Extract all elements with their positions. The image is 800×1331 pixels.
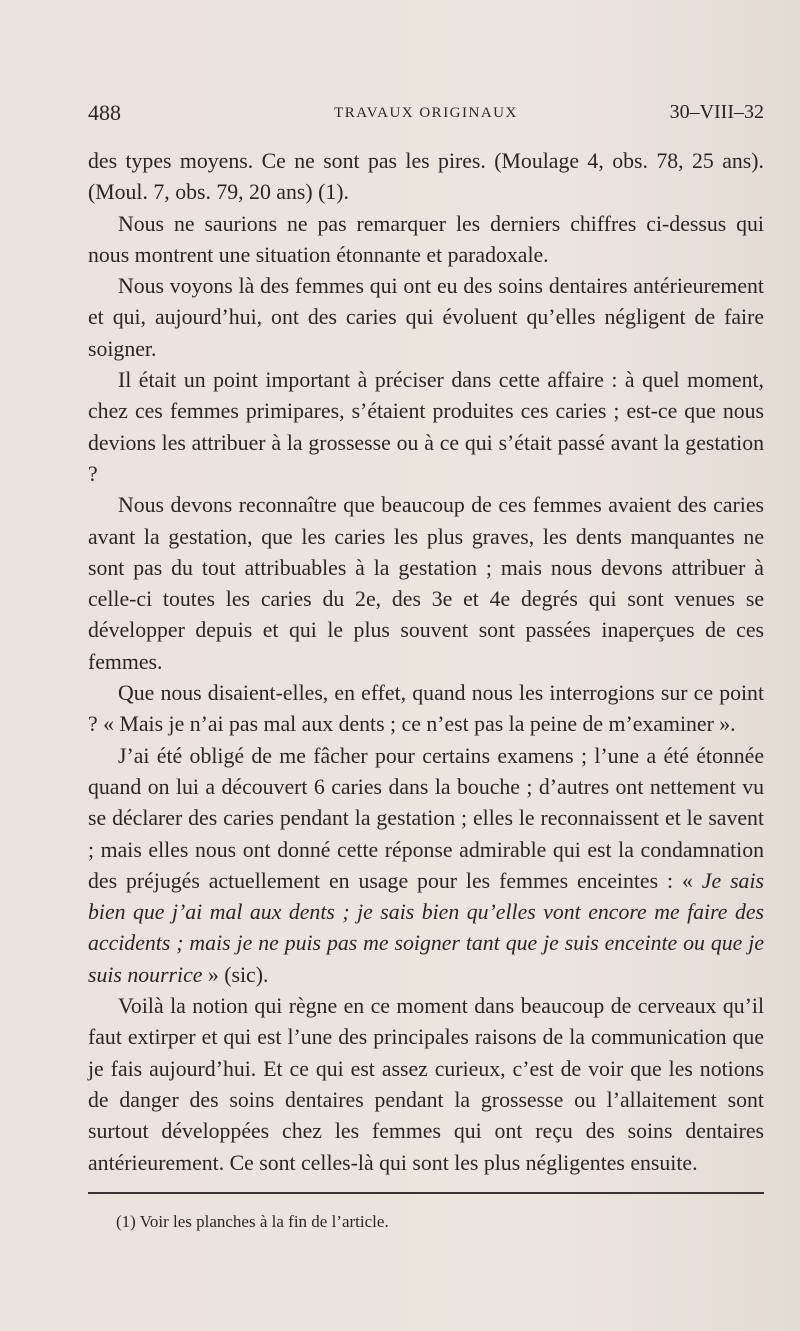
paragraph-2: Nous ne saurions ne pas remarquer les derniers chiffres ci-dessus qui nous montrent une situation étonnante et paradoxale. xyxy=(88,211,764,267)
paragraph-6: Que nous disaient-elles, en effet, quand nous les interrogions sur ce point ? « Mais je n’ai pas mal aux dents ; ce n’est pas la peine de m’examiner ». xyxy=(88,681,764,737)
paragraph-1: des types moyens. Ce ne sont pas les pires. (Moulage 4, obs. 78, 25 ans). (Moul. 7, obs. 79, 20 ans) (1). xyxy=(88,149,764,205)
paragraph-7-end: » (sic). xyxy=(207,962,269,987)
page-number: 488 xyxy=(88,100,121,125)
article-body xyxy=(88,146,764,1179)
issue-date: 30–VIII–32 xyxy=(669,101,764,123)
paragraph-7-start: J’ai été obligé de me fâcher pour certains examens ; l’une a été étonnée quand on lui a découvert 6 caries dans la bouche ; d’autres ont nettement vu se déclarer des caries pendant la gestation ; elles le reconnaissent et le savent ; mais elles nous ont donné cette réponse admirable qui est la condamnation des préjugés actuellement en usage pour les femmes enceintes : « xyxy=(88,743,764,893)
paragraph-4: Il était un point important à préciser dans cette affaire : à quel moment, chez ces femmes primipares, s’étaient produites ces caries ; est-ce que nous devions les attribuer à la grossesse ou à ce qui s’était passé avant la gestation ? xyxy=(88,368,764,486)
page-header xyxy=(88,100,764,130)
footnote: (1) Voir les planches à la fin de l’article. xyxy=(116,1212,389,1231)
paragraph-7 xyxy=(88,741,764,991)
paragraph-5: Nous devons reconnaître que beaucoup de ces femmes avaient des caries avant la gestation, que les caries les plus graves, les dents manquantes ne sont pas du tout attribuables à la gestation ; mais nous devons attribuer à celle-ci toutes les caries du 2e, des 3e et 4e degrés qui sont venues se développer depuis et qui le plus souvent sont passées inaperçues de ces femmes. xyxy=(88,493,764,674)
patient-quote: Je sais bien que j’ai mal aux dents ; je sais bien qu’elles vont encore me faire des accidents ; mais je ne puis pas me soigner tant que je suis enceinte ou que je suis nourrice xyxy=(88,868,764,987)
paragraph-8: Voilà la notion qui règne en ce moment dans beaucoup de cerveaux qu’il faut extirper et qui est l’une des principales raisons de la communication que je fais aujourd’hui. Et ce qui est assez curieux, c’est de voir que les notions de danger des soins dentaires pendant la grossesse ou l’allaitement sont surtout développées chez les femmes qui ont reçu des soins dentaires antérieurement. Ce sont celles-là qui sont les plus négligentes ensuite. xyxy=(88,994,764,1175)
footnote-divider xyxy=(88,1192,764,1194)
paragraph-3: Nous voyons là des femmes qui ont eu des soins dentaires antérieurement et qui, aujourd’hui, ont des caries qui évoluent qu’elles négligent de faire soigner. xyxy=(88,274,764,361)
running-head: TRAVAUX ORIGINAUX xyxy=(334,105,518,121)
